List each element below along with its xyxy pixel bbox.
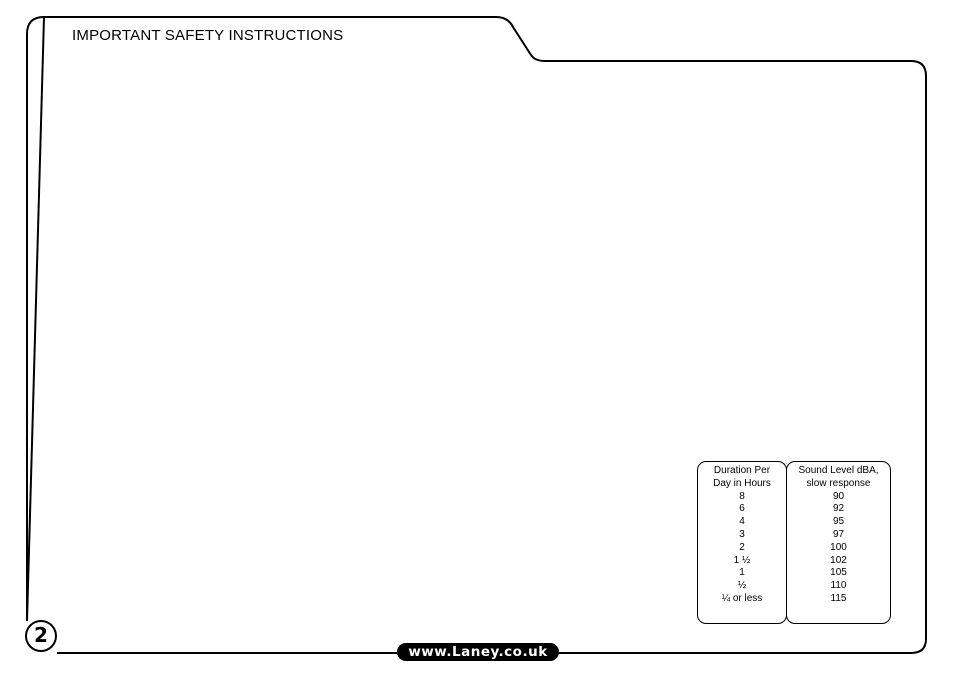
level-header-line1: Sound Level dBA, — [798, 465, 879, 476]
website-link[interactable]: www.Laney.co.uk — [397, 643, 559, 661]
page-title: IMPORTANT SAFETY INSTRUCTIONS — [72, 27, 344, 44]
duration-cell: 8 — [739, 490, 745, 502]
level-cell: 105 — [830, 567, 847, 579]
duration-header-line1: Duration Per — [713, 465, 771, 476]
duration-cell: ¼ or less — [721, 592, 763, 604]
level-header-line2: slow response — [806, 477, 871, 489]
duration-cell: 4 — [739, 516, 745, 528]
level-cell: 110 — [830, 580, 847, 592]
level-cell: 95 — [832, 516, 845, 528]
duration-cell: 3 — [739, 528, 745, 540]
duration-header-line2: Day in Hours — [713, 477, 771, 489]
level-cell: 97 — [832, 528, 845, 540]
page-number: 2 — [25, 620, 57, 652]
duration-cell: 1 — [739, 567, 745, 579]
duration-cell: 6 — [739, 503, 745, 515]
duration-cell: 2 — [739, 541, 745, 553]
level-cell: 90 — [832, 490, 845, 502]
duration-cell: ½ — [737, 580, 747, 592]
level-cell: 100 — [830, 541, 847, 553]
noise-exposure-table — [697, 461, 891, 624]
duration-cell: 1 ½ — [733, 554, 751, 566]
level-cell: 115 — [830, 592, 847, 604]
level-cell: 92 — [832, 503, 845, 515]
duration-column — [697, 461, 787, 624]
sound-level-column — [786, 461, 891, 624]
level-cell: 102 — [830, 554, 847, 566]
